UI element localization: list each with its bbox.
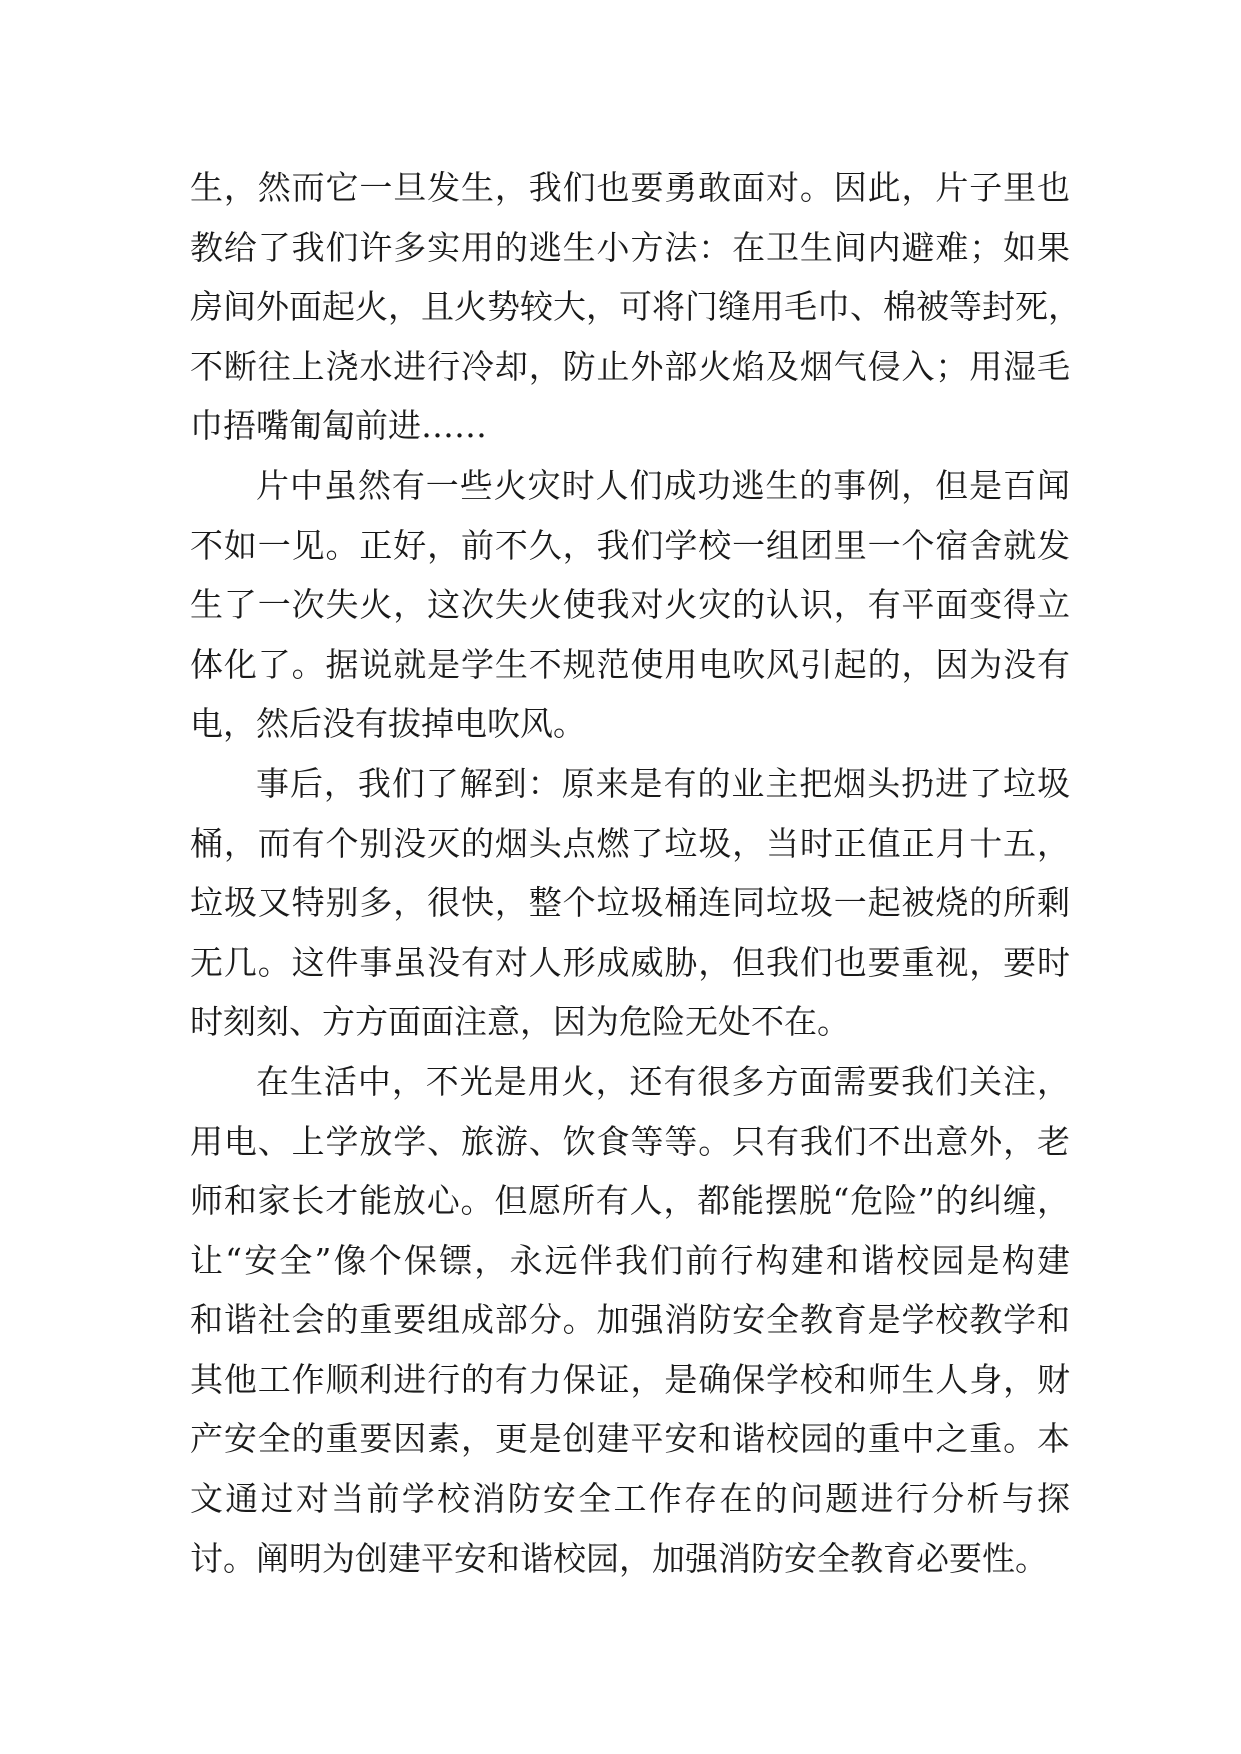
text-line: 无几。这件事虽没有对人形成威胁，但我们也要重视，要时 xyxy=(190,942,1070,982)
text-line: 巾捂嘴匍匐前进…… xyxy=(190,406,487,446)
text-line: 房间外面起火，且火势较大，可将门缝用毛巾、棉被等封死， xyxy=(190,287,1081,327)
text-line: 让“安全”像个保镖，永远伴我们前行构建和谐校园是构建 xyxy=(190,1240,1070,1280)
text-line: 教给了我们许多实用的逃生小方法：在卫生间内避难；如果 xyxy=(190,227,1070,267)
text-line: 不断往上浇水进行冷却，防止外部火焰及烟气侵入；用湿毛 xyxy=(190,346,1070,386)
text-line: 生了一次失火，这次失火使我对火灾的认识，有平面变得立 xyxy=(190,585,1070,625)
text-line: 事后，我们了解到：原来是有的业主把烟头扔进了垃圾 xyxy=(256,763,1070,803)
text-line: 其他工作顺利进行的有力保证，是确保学校和师生人身，财 xyxy=(190,1359,1070,1399)
text-line: 时刻刻、方方面面注意，因为危险无处不在。 xyxy=(190,1002,850,1042)
text-line: 片中虽然有一些火灾时人们成功逃生的事例，但是百闻 xyxy=(256,465,1070,505)
text-line: 桶，而有个别没灭的烟头点燃了垃圾，当时正值正月十五， xyxy=(190,823,1070,863)
text-line: 垃圾又特别多，很快，整个垃圾桶连同垃圾一起被烧的所剩 xyxy=(190,883,1070,923)
text-line: 和谐社会的重要组成部分。加强消防安全教育是学校教学和 xyxy=(190,1300,1070,1340)
body-text xyxy=(190,158,1081,1588)
text-line: 在生活中，不光是用火，还有很多方面需要我们关注， xyxy=(256,1061,1070,1101)
text-line: 讨。阐明为创建平安和谐校园，加强消防安全教育必要性。 xyxy=(190,1538,1048,1578)
text-line: 体化了。据说就是学生不规范使用电吹风引起的，因为没有 xyxy=(190,644,1070,684)
text-line: 产安全的重要因素，更是创建平安和谐校园的重中之重。本 xyxy=(190,1419,1070,1459)
text-line: 师和家长才能放心。但愿所有人，都能摆脱“危险”的纠缠， xyxy=(190,1181,1070,1221)
text-line: 用电、上学放学、旅游、饮食等等。只有我们不出意外，老 xyxy=(190,1121,1070,1161)
text-line: 不如一见。正好，前不久，我们学校一组团里一个宿舍就发 xyxy=(190,525,1070,565)
text-line: 文通过对当前学校消防安全工作存在的问题进行分析与探 xyxy=(190,1479,1070,1519)
text-line: 电，然后没有拔掉电吹风。 xyxy=(190,704,586,744)
text-line: 生，然而它一旦发生，我们也要勇敢面对。因此，片子里也 xyxy=(190,168,1070,207)
